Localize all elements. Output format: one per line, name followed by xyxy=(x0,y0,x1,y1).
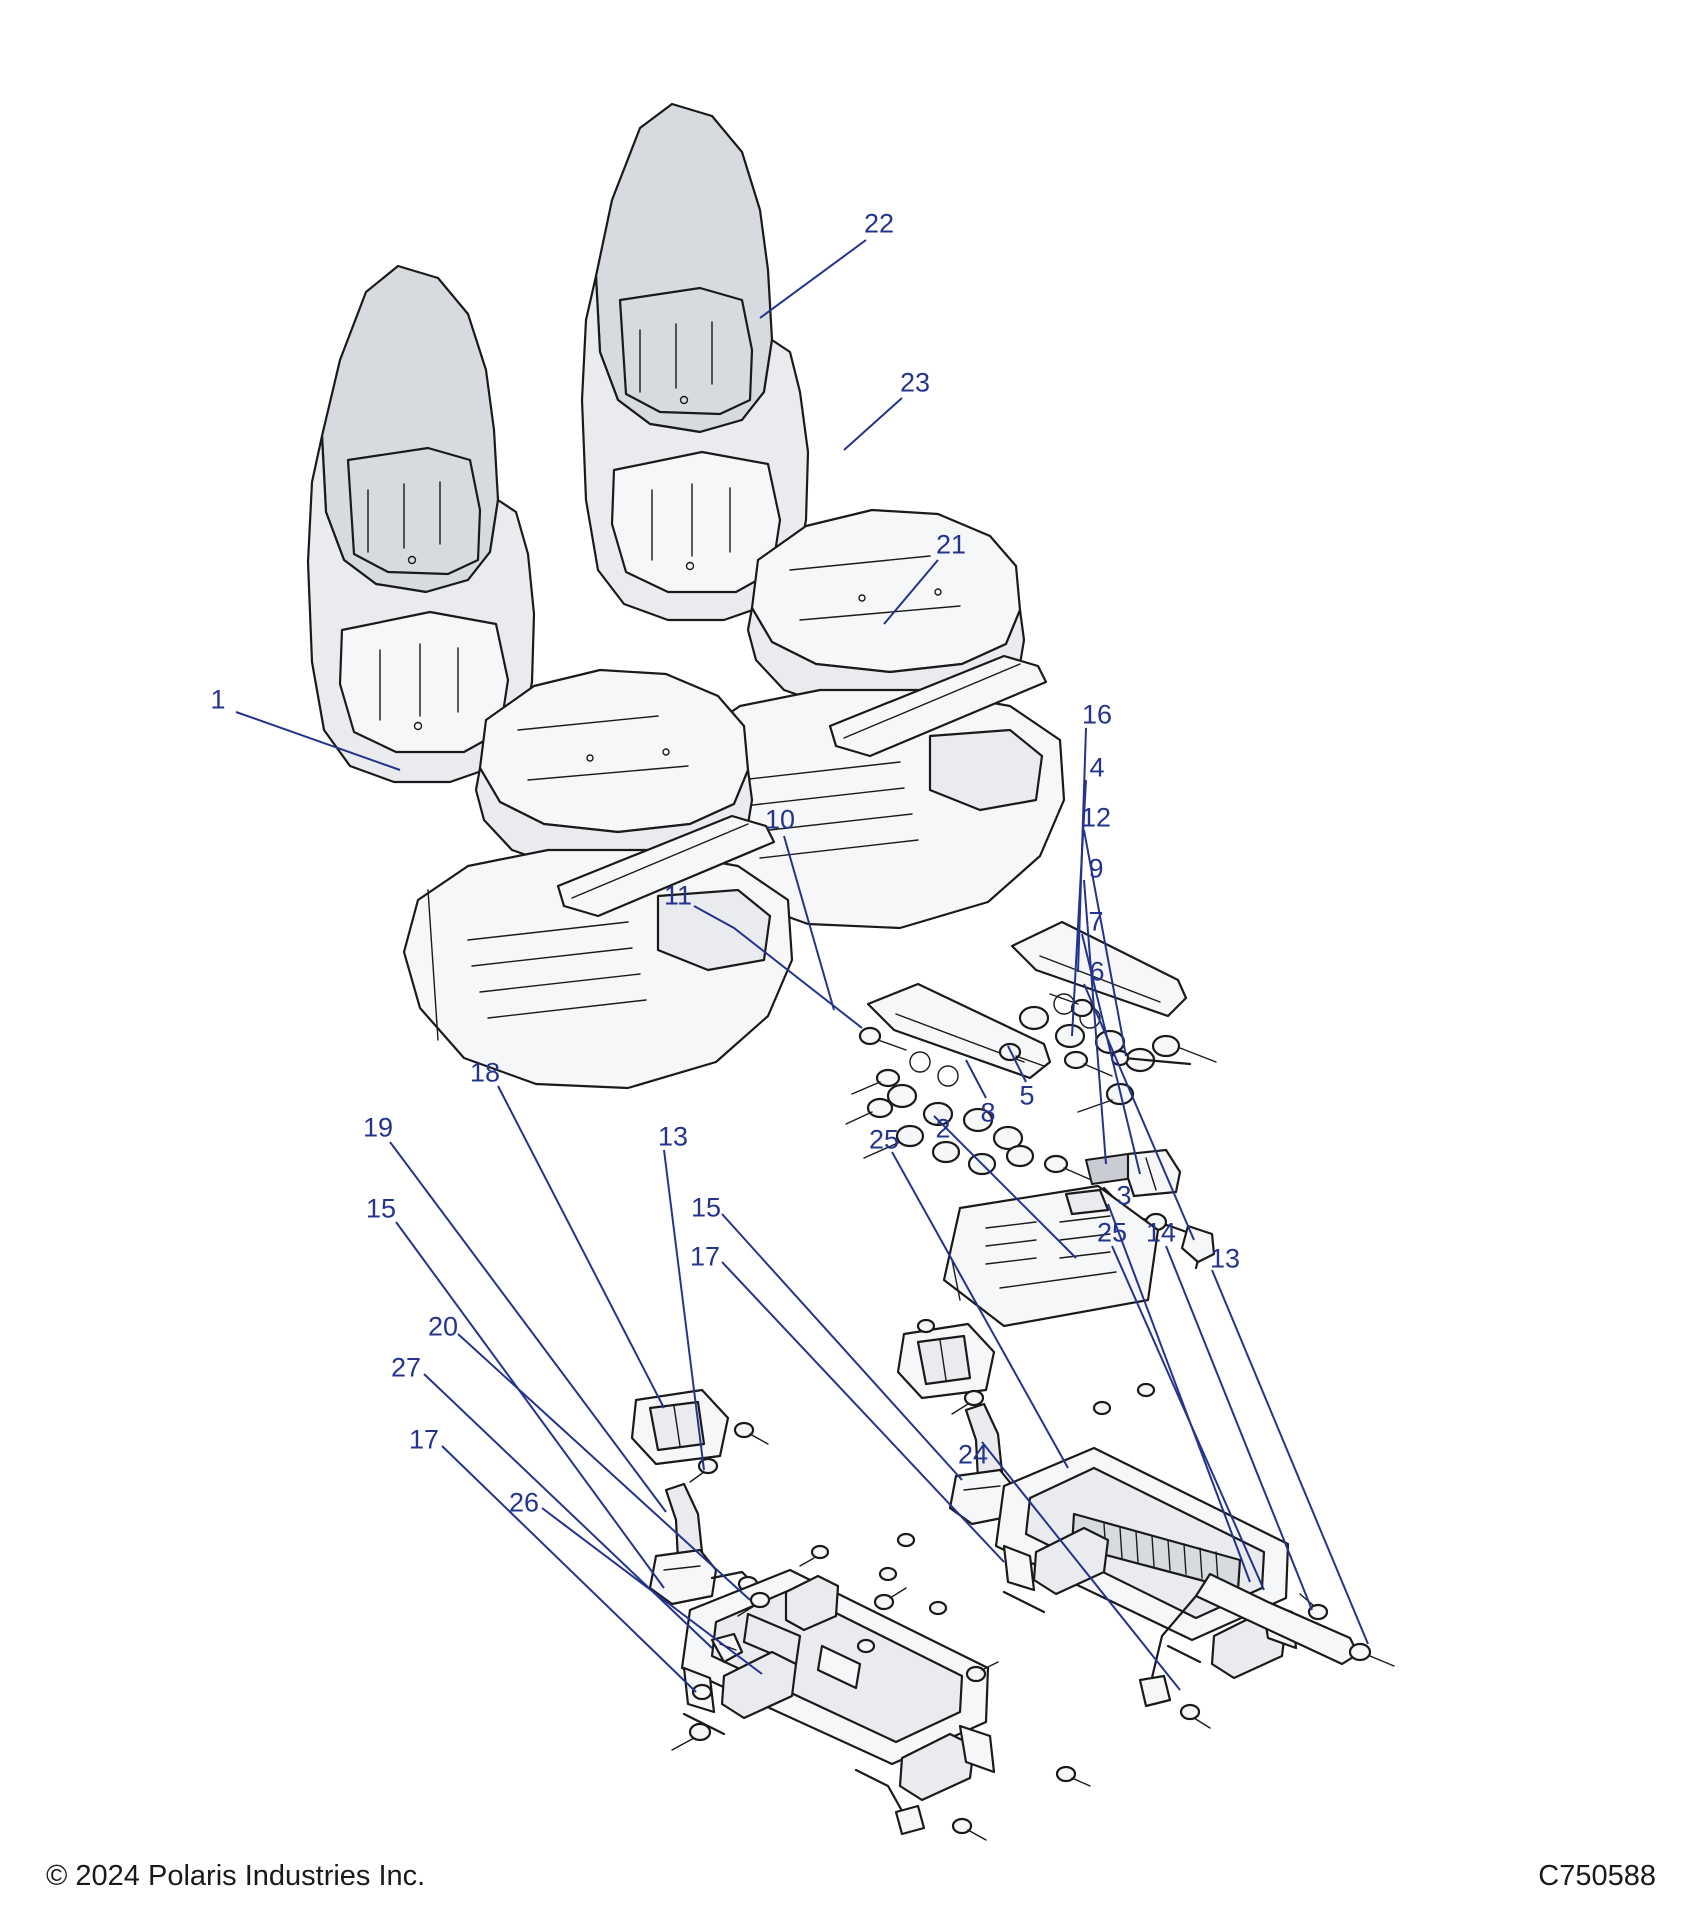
callout-1: 1 xyxy=(210,684,226,715)
callout-2: 2 xyxy=(935,1113,951,1144)
diagram-footer xyxy=(0,1842,1700,1912)
callout-15a: 15 xyxy=(365,1193,397,1224)
callout-4: 4 xyxy=(1089,752,1105,783)
callout-10: 10 xyxy=(764,804,796,835)
callout-18: 18 xyxy=(469,1057,501,1088)
callout-17b: 17 xyxy=(689,1241,721,1272)
callout-25a: 25 xyxy=(868,1124,900,1155)
callout-26: 26 xyxy=(508,1487,540,1518)
callout-19: 19 xyxy=(362,1112,394,1143)
callout-3: 3 xyxy=(1116,1180,1132,1211)
callout-5: 5 xyxy=(1019,1080,1035,1111)
callout-21: 21 xyxy=(935,529,967,560)
callout-9: 9 xyxy=(1088,853,1104,884)
callout-27: 27 xyxy=(390,1352,422,1383)
callout-7: 7 xyxy=(1088,906,1104,937)
callout-13b: 13 xyxy=(1209,1243,1241,1274)
callout-11: 11 xyxy=(663,880,693,911)
callout-13a: 13 xyxy=(657,1121,689,1152)
callout-8: 8 xyxy=(980,1097,996,1128)
copyright-notice: © 2024 Polaris Industries Inc. xyxy=(46,1860,426,1892)
callout-14: 14 xyxy=(1145,1217,1177,1248)
callout-23: 23 xyxy=(899,367,931,398)
callout-22: 22 xyxy=(863,208,895,239)
callout-15b: 15 xyxy=(690,1192,722,1223)
callout-25b: 25 xyxy=(1096,1217,1128,1248)
callout-16: 16 xyxy=(1081,699,1113,730)
callout-24: 24 xyxy=(957,1439,989,1470)
callout-20: 20 xyxy=(427,1311,459,1342)
diagram-part-number: C750588 xyxy=(1538,1860,1656,1892)
callout-6: 6 xyxy=(1089,956,1105,987)
callout-12: 12 xyxy=(1080,802,1112,833)
callout-17a: 17 xyxy=(408,1424,440,1455)
